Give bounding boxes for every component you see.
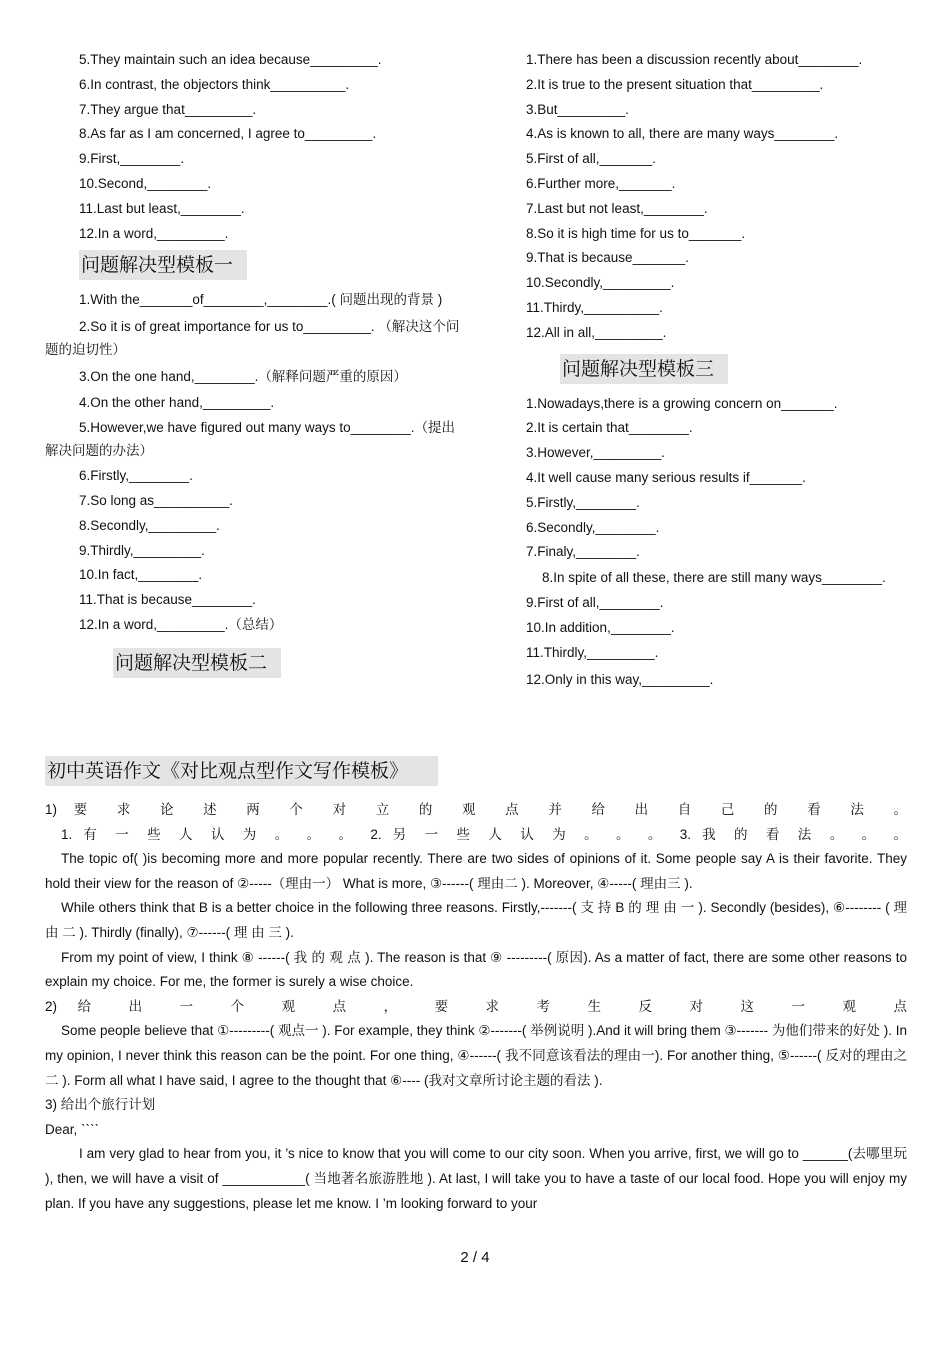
list-item: 9.First of all,________. — [526, 595, 664, 611]
right-column — [492, 48, 907, 692]
list-item: 11.Thirdy,__________. — [526, 299, 663, 315]
list-item: 4.On the other hand,_________. — [79, 395, 275, 411]
list-item: 10.Second,________. — [79, 175, 212, 191]
list-item: 11.That is because________. — [79, 592, 256, 608]
list-item: 3.But_________. — [526, 101, 629, 117]
list-item: 11.Last but least,________. — [79, 200, 245, 216]
list-item: 12.Only in this way,_________. — [526, 671, 714, 687]
list-item: 8.Secondly,_________. — [79, 517, 220, 533]
list-item: 6.In contrast, the objectors think__________. — [79, 76, 350, 92]
section-1-subtitle: 1. 有 一 些 人 认 为 。 。 。 2. 另 一 些 人 认 为 。 。 。 3. 我 的 看 法 。 。 。 — [61, 826, 907, 842]
list-item: 11.Thirdly,_________. — [526, 644, 659, 660]
list-item: 10.In addition,________. — [526, 619, 675, 635]
list-item: 3.On the one hand,________.（解释问题严重的原因） — [79, 369, 407, 385]
list-item: 9.First,________. — [79, 151, 185, 167]
section-1-paragraph-3: From my point of view, I think ⑧ ------( 我 的 观 点 ). The reason is that ⑨ ---------( 原因). As a matter of fact, there are some other reasons to explain my choice. For me, the former is surely a wise choice. — [45, 949, 907, 990]
letter-greeting: Dear, ˋˋˋˋ — [45, 1121, 99, 1137]
list-item: 9.That is because_______. — [526, 250, 689, 266]
left-column — [45, 48, 460, 686]
list-item: 1.There has been a discussion recently about________. — [526, 52, 863, 67]
list-item: 1.Nowadays,there is a growing concern on_______. — [526, 395, 838, 411]
list-item: 6.Firstly,________. — [79, 468, 193, 484]
list-item: 8.So it is high time for us to_______. — [526, 225, 746, 241]
list-item: 9.Thirdly,_________. — [79, 542, 205, 558]
section-1-paragraph-2: While others think that B is a better choice in the following three reasons. Firstly,-------( 支 持 B 的 理 由 一 ). Secondly (besides), ⑥-------- ( 理 由 二 ). Thirdly (finally), ⑦------( 理 由 三 ). — [45, 900, 907, 940]
list-item: 6.Further more,_______. — [526, 175, 676, 191]
section-heading-template-1: 问题解决型模板一 — [79, 250, 247, 280]
section-1-title: 1) 要 求 论 述 两 个 对 立 的 观 点 并 给 出 自 己 的 看 法 。 — [45, 802, 907, 817]
list-item: 8.In spite of all these, there are still many ways________. — [542, 570, 886, 586]
list-item: 2.So it is of great importance for us to_________. （解决这个问题的迫切性） — [45, 319, 460, 358]
list-item: 2.It is certain that________. — [526, 420, 693, 436]
letter-body: I am very glad to hear from you, it ’s nice to know that you will come to our city soon. When you arrive, first, we will go to ______(去哪里玩 ), then, we will have a visit of ___________( 当地著名旅游胜地 ). At last, I will take you to have a taste of our local food. Hope you will enjoy my plan. If you have any suggestions, please let me know. I ’m looking forward to your — [45, 1146, 907, 1211]
list-item: 7.Finaly,________. — [526, 544, 640, 560]
list-item: 5.Firstly,________. — [526, 494, 640, 510]
list-item: 5.They maintain such an idea because_________. — [79, 52, 382, 67]
list-item: 10.In fact,________. — [79, 567, 203, 583]
section-2-title: 2) 给 出 一 个 观 点 ， 要 求 考 生 反 对 这 一 观 点 — [45, 998, 908, 1014]
list-item: 8.As far as I am concerned, I agree to_________. — [79, 126, 377, 142]
section-heading-comparison: 初中英语作文《对比观点型作文写作模板》 — [45, 756, 438, 786]
list-item: 7.Last but not least,________. — [526, 200, 708, 216]
section-3-title: 3) 给出个旅行计划 — [45, 1097, 156, 1113]
list-item: 10.Secondly,_________. — [526, 275, 675, 291]
list-item: 12.In a word,_________.（总结） — [79, 616, 283, 632]
list-item: 5.First of all,_______. — [526, 151, 656, 167]
section-heading-template-2: 问题解决型模板二 — [113, 648, 281, 678]
list-item: 5.However,we have figured out many ways to________.（提出解决问题的办法） — [45, 420, 455, 459]
list-item: 7.So long as__________. — [79, 492, 233, 508]
list-item: 3.However,_________. — [526, 445, 665, 461]
page-number: 2 / 4 — [460, 1249, 490, 1266]
comparison-essay-section — [45, 756, 907, 1216]
list-item: 12.In a word,_________. — [79, 225, 229, 241]
list-item: 12.All in all,_________. — [526, 324, 667, 340]
list-item: 6.Secondly,________. — [526, 519, 660, 535]
list-item: 7.They argue that_________. — [79, 101, 257, 117]
list-item: 1.With the_______of________,________.( 问题出现的背景 ) — [79, 292, 443, 308]
section-2-paragraph: Some people believe that ①---------( 观点一 ). For example, they think ②-------( 举例说明 ).And it will bring them ③------- 为他们带来的好处 ). In my opinion, I never think this reason can be the point. For one thing, ④------( 我不同意该看法的理由一). For another thing, ⑤------( 反对的理由之二 ). Form all what I have said, I agree to the thought that ⑥---- (我对文章所讨论主题的看法 ). — [45, 1023, 907, 1088]
section-heading-template-3: 问题解决型模板三 — [560, 354, 728, 384]
section-1-paragraph-1: The topic of( )is becoming more and more popular recently. There are two sides of opinions of it. Some people say A is their favorite. They hold their view for the reason of ②-----（理由一） What is more, ③------( 理由二 ). Moreover, ④-----( 理由三 ). — [45, 851, 907, 891]
list-item: 4.As is known to all, there are many ways________. — [526, 126, 839, 142]
list-item: 4.It well cause many serious results if_______. — [526, 469, 806, 485]
list-item: 2.It is true to the present situation that_________. — [526, 76, 824, 92]
